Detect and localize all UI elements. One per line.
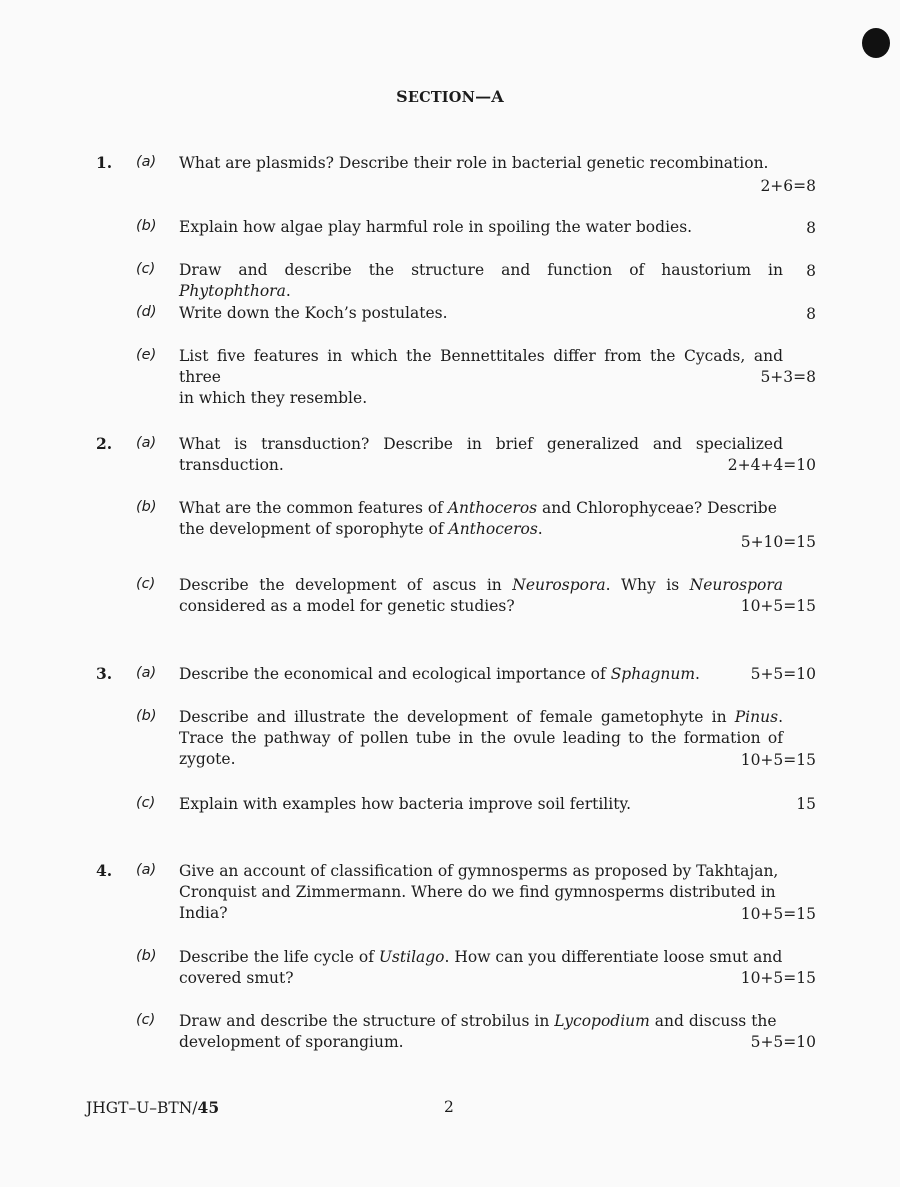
part-text: Explain how algae play harmful role in spoiling the water bodies.	[179, 218, 693, 236]
marks: 15	[796, 795, 816, 813]
marks: 10+5=15	[740, 905, 816, 923]
part-text: Describe the economical and ecological importance of Sphagnum.	[179, 665, 700, 683]
part-label: (d)	[136, 304, 157, 320]
marks: 2+4+4=10	[727, 456, 816, 474]
black-dot-mark	[862, 28, 890, 58]
marks: 5+5=10	[750, 1033, 816, 1051]
part-text: Describe and illustrate the development of female gametophyte in Pinus. Trace the pathway of pollen tube in the ovule leading to the formation of zygote.	[179, 708, 783, 768]
marks: 2+6=8	[760, 177, 816, 195]
part-text: Give an account of classification of gymnosperms as proposed by Takhtajan, Cronquist and Zimmermann. Where do we find gymnosperms distributed in India?	[179, 862, 779, 922]
paper-code: JHGT–U–BTN/45	[86, 1098, 220, 1117]
part-text: Draw and describe the structure of strobilus in Lycopodium and discuss the development of sporangium.	[179, 1012, 777, 1051]
part-label: (a)	[136, 665, 157, 681]
question-number: 3.	[96, 664, 113, 683]
part-label: (b)	[136, 499, 157, 515]
part-text: Describe the development of ascus in Neurospora. Why is Neurospora considered as a model for genetic studies?	[179, 576, 783, 615]
part-text: What are plasmids? Describe their role in bacterial genetic recombination.	[179, 154, 769, 172]
question-number: 4.	[96, 861, 113, 880]
part-label: (b)	[136, 218, 157, 234]
marks: 10+5=15	[740, 751, 816, 769]
page-number: 2	[444, 1098, 454, 1116]
section-heading: SECTION—A	[396, 87, 504, 106]
marks: 10+5=15	[740, 597, 816, 615]
part-text: Describe the life cycle of Ustilago. How can you differentiate loose smut and covered smut?	[179, 948, 783, 987]
part-label: (c)	[136, 576, 156, 592]
part-text: What are the common features of Anthoceros and Chlorophyceae? Describe the development of sporophyte of Anthoceros.	[179, 499, 777, 538]
marks: 8	[806, 262, 816, 280]
marks: 5+5=10	[750, 665, 816, 683]
part-label: (c)	[136, 261, 156, 277]
marks: 8	[806, 305, 816, 323]
question-number: 2.	[96, 434, 113, 453]
marks: 5+10=15	[740, 533, 816, 551]
marks: 5+3=8	[760, 368, 816, 386]
part-text: Write down the Koch’s postulates.	[179, 304, 448, 322]
part-label: (a)	[136, 435, 157, 451]
part-text: What is transduction? Describe in brief generalized and specialized transduction.	[179, 435, 783, 474]
marks: 8	[806, 219, 816, 237]
part-label: (a)	[136, 154, 157, 170]
part-label: (e)	[136, 347, 157, 363]
part-label: (c)	[136, 1012, 156, 1028]
part-label: (c)	[136, 795, 156, 811]
part-label: (a)	[136, 862, 157, 878]
part-text: Draw and describe the structure and function of haustorium in Phytophthora.	[179, 261, 783, 300]
part-text: Explain with examples how bacteria improve soil fertility.	[179, 795, 632, 813]
part-label: (b)	[136, 708, 157, 724]
question-number: 1.	[96, 153, 113, 172]
part-label: (b)	[136, 948, 157, 964]
part-text: List five features in which the Bennettitales differ from the Cycads, and three in which they resemble.	[179, 347, 783, 407]
marks: 10+5=15	[740, 969, 816, 987]
